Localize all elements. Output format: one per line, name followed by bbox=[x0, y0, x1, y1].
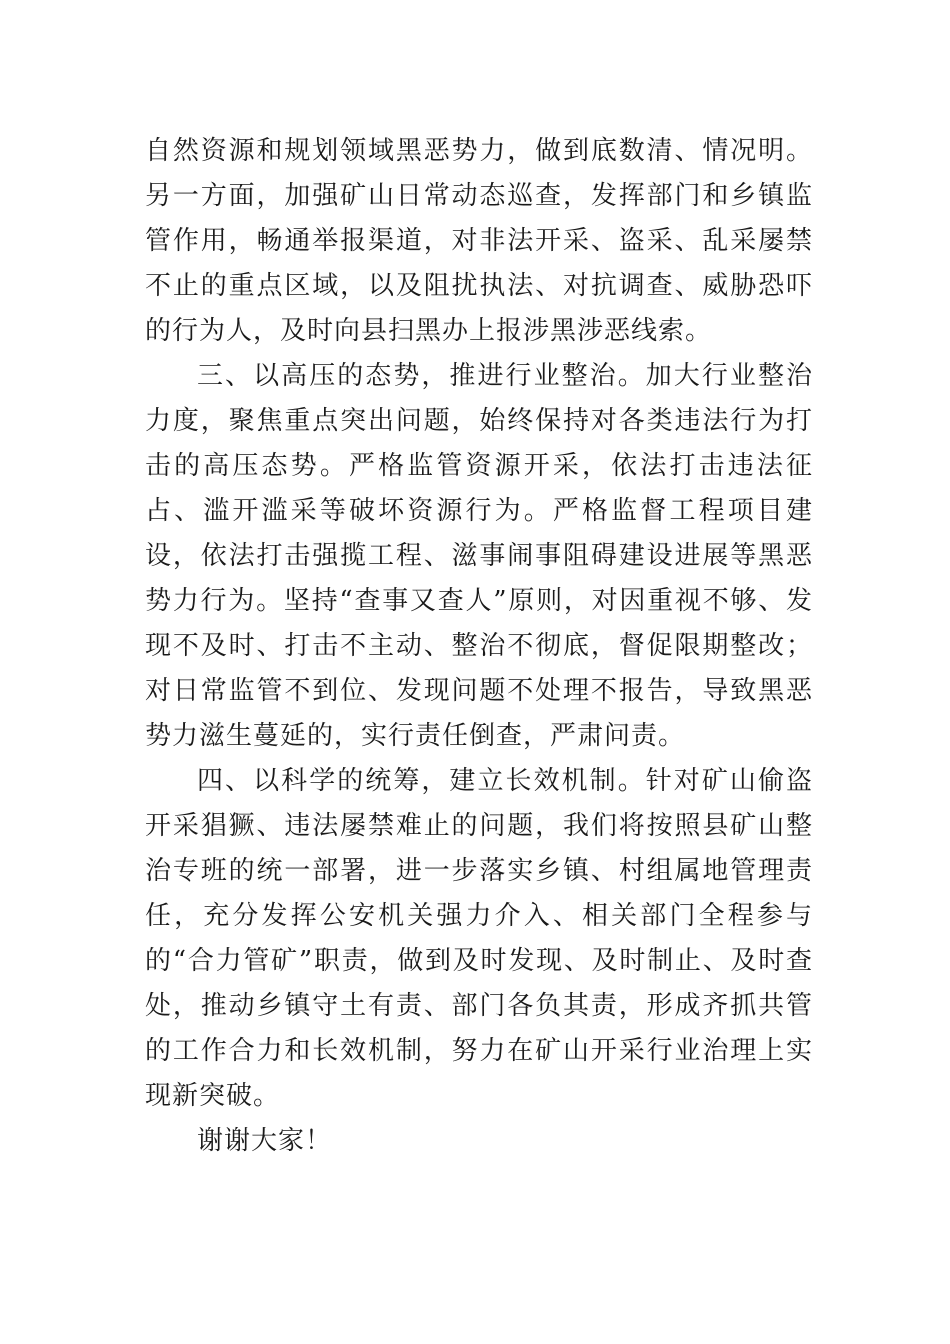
paragraph-section-three: 三、以高压的态势，推进行业整治。加大行业整治力度，聚焦重点突出问题，始终保持对各类违法行为打击的高压态势。严格监管资源开采，依法打击违法征占、滥开滥采等破坏资源行为。严格监督工程项目建设，依法打击强揽工程、滋事闹事阻碍建设进展等黑恶势力行为。坚持“查事又查人”原则，对因重视不够、发现不及时、打击不主动、整治不彻底，督促限期整改；对日常监管不到位、发现问题不处理不报告，导致黑恶势力滋生蔓延的，实行责任倒查，严肃问责。 bbox=[145, 361, 813, 751]
paragraph-continuation: 自然资源和规划领域黑恶势力，做到底数清、情况明。另一方面，加强矿山日常动态巡查，发挥部门和乡镇监管作用，畅通举报渠道，对非法开采、盗采、乱采屡禁不止的重点区域，以及阻扰执法、对抗调查、威胁恐吓的行为人，及时向县扫黑办上报涉黑涉恶线索。 bbox=[145, 136, 813, 346]
paragraph-section-four: 四、以科学的统筹，建立长效机制。针对矿山偷盗开采猖獗、违法屡禁难止的问题，我们将按照县矿山整治专班的统一部署，进一步落实乡镇、村组属地管理责任，充分发挥公安机关强力介入、相关部门全程参与的“合力管矿”职责，做到及时发现、及时制止、及时查处，推动乡镇守土有责、部门各负其责，形成齐抓共管的工作合力和长效机制，努力在矿山开采行业治理上实现新突破。 bbox=[145, 766, 813, 1111]
document-body bbox=[145, 129, 813, 1164]
paragraph-closing: 谢谢大家！ bbox=[197, 1126, 333, 1156]
